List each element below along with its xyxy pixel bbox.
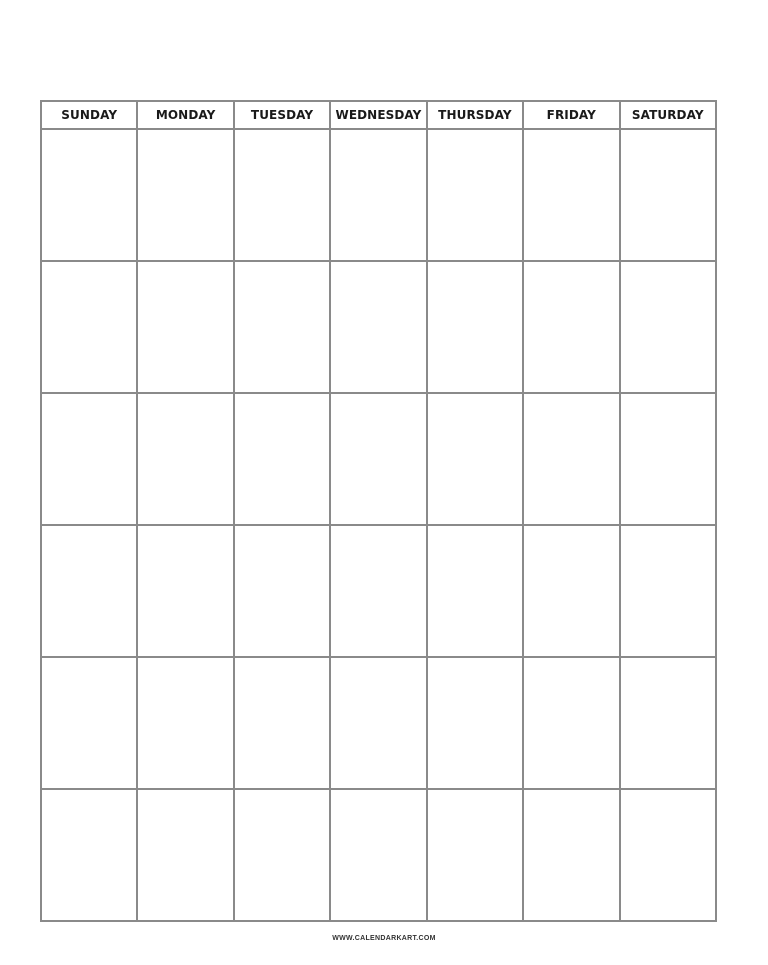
day-cell	[620, 261, 716, 393]
weekday-header-friday: FRIDAY	[523, 101, 619, 129]
day-cell	[620, 393, 716, 525]
week-row	[41, 261, 716, 393]
weekday-header-wednesday: WEDNESDAY	[330, 101, 426, 129]
day-cell	[137, 657, 233, 789]
day-cell	[523, 525, 619, 657]
blank-monthly-calendar-grid	[40, 100, 717, 922]
weekday-header-monday: MONDAY	[137, 101, 233, 129]
day-cell	[523, 393, 619, 525]
day-cell	[234, 129, 330, 261]
day-cell	[234, 261, 330, 393]
day-cell	[330, 129, 426, 261]
weekday-header-thursday: THURSDAY	[427, 101, 523, 129]
day-cell	[41, 261, 137, 393]
day-cell	[620, 525, 716, 657]
day-cell	[330, 261, 426, 393]
day-cell	[620, 129, 716, 261]
day-cell	[523, 657, 619, 789]
weekday-header-row	[41, 101, 716, 129]
day-cell	[137, 789, 233, 921]
day-cell	[427, 393, 523, 525]
day-cell	[330, 789, 426, 921]
day-cell	[620, 789, 716, 921]
day-cell	[137, 129, 233, 261]
week-row	[41, 789, 716, 921]
day-cell	[41, 525, 137, 657]
day-cell	[330, 657, 426, 789]
weekday-header-saturday: SATURDAY	[620, 101, 716, 129]
week-row	[41, 525, 716, 657]
day-cell	[427, 261, 523, 393]
day-cell	[41, 657, 137, 789]
day-cell	[330, 393, 426, 525]
day-cell	[523, 261, 619, 393]
day-cell	[41, 789, 137, 921]
day-cell	[427, 129, 523, 261]
calendar-body	[41, 129, 716, 921]
day-cell	[620, 657, 716, 789]
day-cell	[41, 129, 137, 261]
day-cell	[234, 657, 330, 789]
week-row	[41, 657, 716, 789]
day-cell	[137, 525, 233, 657]
week-row	[41, 129, 716, 261]
day-cell	[330, 525, 426, 657]
weekday-header-tuesday: TUESDAY	[234, 101, 330, 129]
day-cell	[234, 525, 330, 657]
day-cell	[137, 261, 233, 393]
weekday-header-sunday: SUNDAY	[41, 101, 137, 129]
day-cell	[523, 129, 619, 261]
week-row	[41, 393, 716, 525]
day-cell	[234, 393, 330, 525]
day-cell	[427, 789, 523, 921]
day-cell	[137, 393, 233, 525]
day-cell	[523, 789, 619, 921]
day-cell	[41, 393, 137, 525]
day-cell	[427, 525, 523, 657]
footer-website-text: WWW.CALENDARKART.COM	[332, 935, 436, 942]
day-cell	[427, 657, 523, 789]
day-cell	[234, 789, 330, 921]
